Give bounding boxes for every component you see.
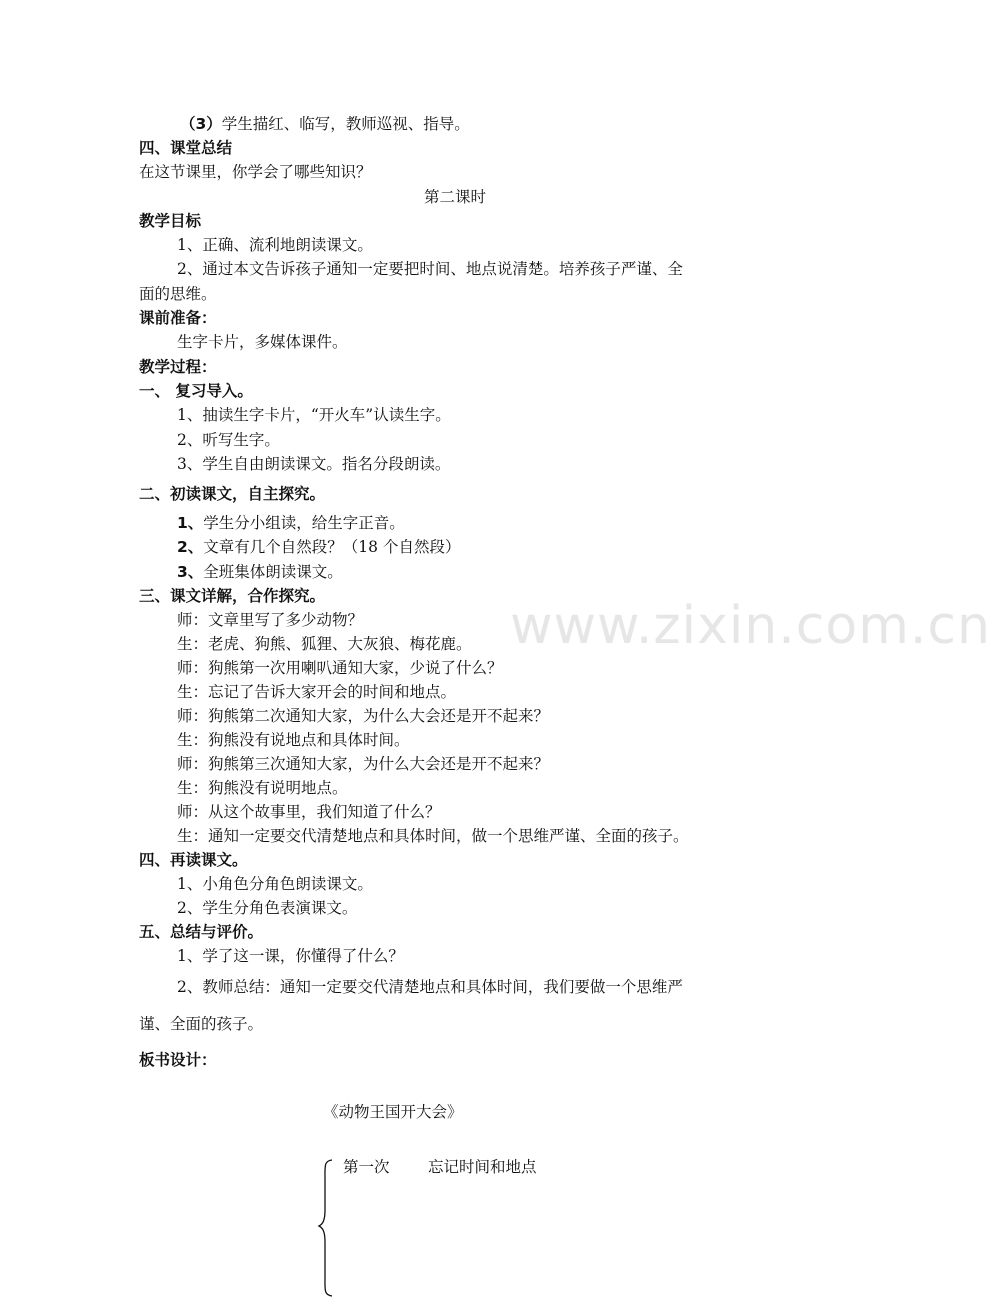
dialogue-line-5: 师：狗熊第二次通知大家，为什么大会还是开不起来？ <box>177 707 550 725</box>
heading-section-5: 五、总结与评价。 <box>139 923 264 941</box>
dialogue-line-6: 生：狗熊没有说地点和具体时间。 <box>177 731 410 749</box>
step3-line <box>180 113 470 135</box>
section-2-item-3 <box>177 561 343 583</box>
dialogue-line-10: 生：通知一定要交代清楚地点和具体时间，做一个思维严谨、全面的孩子。 <box>177 827 689 845</box>
dialogue-line-7: 师：狗熊第三次通知大家，为什么大会还是开不起来？ <box>177 755 550 773</box>
section-2-item-2-number: 2、 <box>177 538 204 556</box>
dialogue-line-2: 生：老虎、狗熊、狐狸、大灰狼、梅花鹿。 <box>177 635 472 653</box>
heading-process: 教学过程： <box>139 358 217 376</box>
section-2-item-2-text: 文章有几个自然段？（18 个自然段） <box>203 538 461 556</box>
heading-prep: 课前准备： <box>139 309 217 327</box>
heading-section-4: 四、再读课文。 <box>139 851 248 869</box>
curly-brace-icon <box>316 1158 336 1298</box>
section-2-item-1 <box>177 512 405 534</box>
goal-2-line1: 2、通过本文告诉孩子通知一定要把时间、地点说清楚。培养孩子严谨、全 <box>177 260 683 278</box>
section-4-item-1: 1、小角色分角色朗读课文。 <box>177 875 373 893</box>
goal-1: 1、正确、流利地朗读课文。 <box>177 236 373 254</box>
dialogue-line-8: 生：狗熊没有说明地点。 <box>177 779 348 797</box>
board-first-label: 第一次 <box>343 1158 390 1176</box>
section-2-item-3-number: 3、 <box>177 563 204 581</box>
lesson2-title: 第二课时 <box>424 188 487 206</box>
dialogue-line-9: 师：从这个故事里，我们知道了什么？ <box>177 803 441 821</box>
section-5-item-2-line1: 2、教师总结：通知一定要交代清楚地点和具体时间，我们要做一个思维严 <box>177 978 683 996</box>
section-5-item-2-line2: 谨、全面的孩子。 <box>139 1015 264 1033</box>
heading-section-3: 三、课文详解，合作探究。 <box>139 587 326 605</box>
summary-question: 在这节课里，你学会了哪些知识？ <box>139 163 372 181</box>
dialogue-line-4: 生：忘记了告诉大家开会的时间和地点。 <box>177 683 457 701</box>
section-1-item-1: 1、抽读生字卡片，“开火车”认读生字。 <box>177 406 451 424</box>
section-1-item-2: 2、听写生字。 <box>177 431 280 449</box>
section-2-item-1-number: 1、 <box>177 514 204 532</box>
goal-2-line2: 面的思维。 <box>139 285 217 303</box>
heading-goals: 教学目标 <box>139 212 202 230</box>
watermark: www.zixin.com.cn <box>510 596 991 656</box>
dialogue-line-1: 师：文章里写了多少动物？ <box>177 611 364 629</box>
section-5-item-1: 1、学了这一课，你懂得了什么？ <box>177 947 404 965</box>
heading-summary: 四、课堂总结 <box>139 139 233 157</box>
board-title: 《动物王国开大会》 <box>323 1103 463 1121</box>
heading-board: 板书设计： <box>139 1051 217 1069</box>
section-2-item-2 <box>177 536 460 558</box>
section-2-item-3-text: 全班集体朗读课文。 <box>203 563 343 581</box>
dialogue-line-3: 师：狗熊第一次用喇叭通知大家，少说了什么？ <box>177 659 503 677</box>
section-2-item-1-text: 学生分小组读，给生字正音。 <box>203 514 405 532</box>
step3-text: 学生描红、临写，教师巡视、指导。 <box>221 115 470 133</box>
heading-section-2: 二、初读课文，自主探究。 <box>139 485 326 503</box>
section-1-item-3: 3、学生自由朗读课文。指名分段朗读。 <box>177 455 451 473</box>
section-4-item-2: 2、学生分角色表演课文。 <box>177 899 358 917</box>
board-first-text: 忘记时间和地点 <box>428 1158 537 1176</box>
prep-text: 生字卡片，多媒体课件。 <box>177 333 348 351</box>
heading-section-1: 一、 复习导入。 <box>139 382 253 400</box>
step3-number: （3） <box>180 115 222 133</box>
